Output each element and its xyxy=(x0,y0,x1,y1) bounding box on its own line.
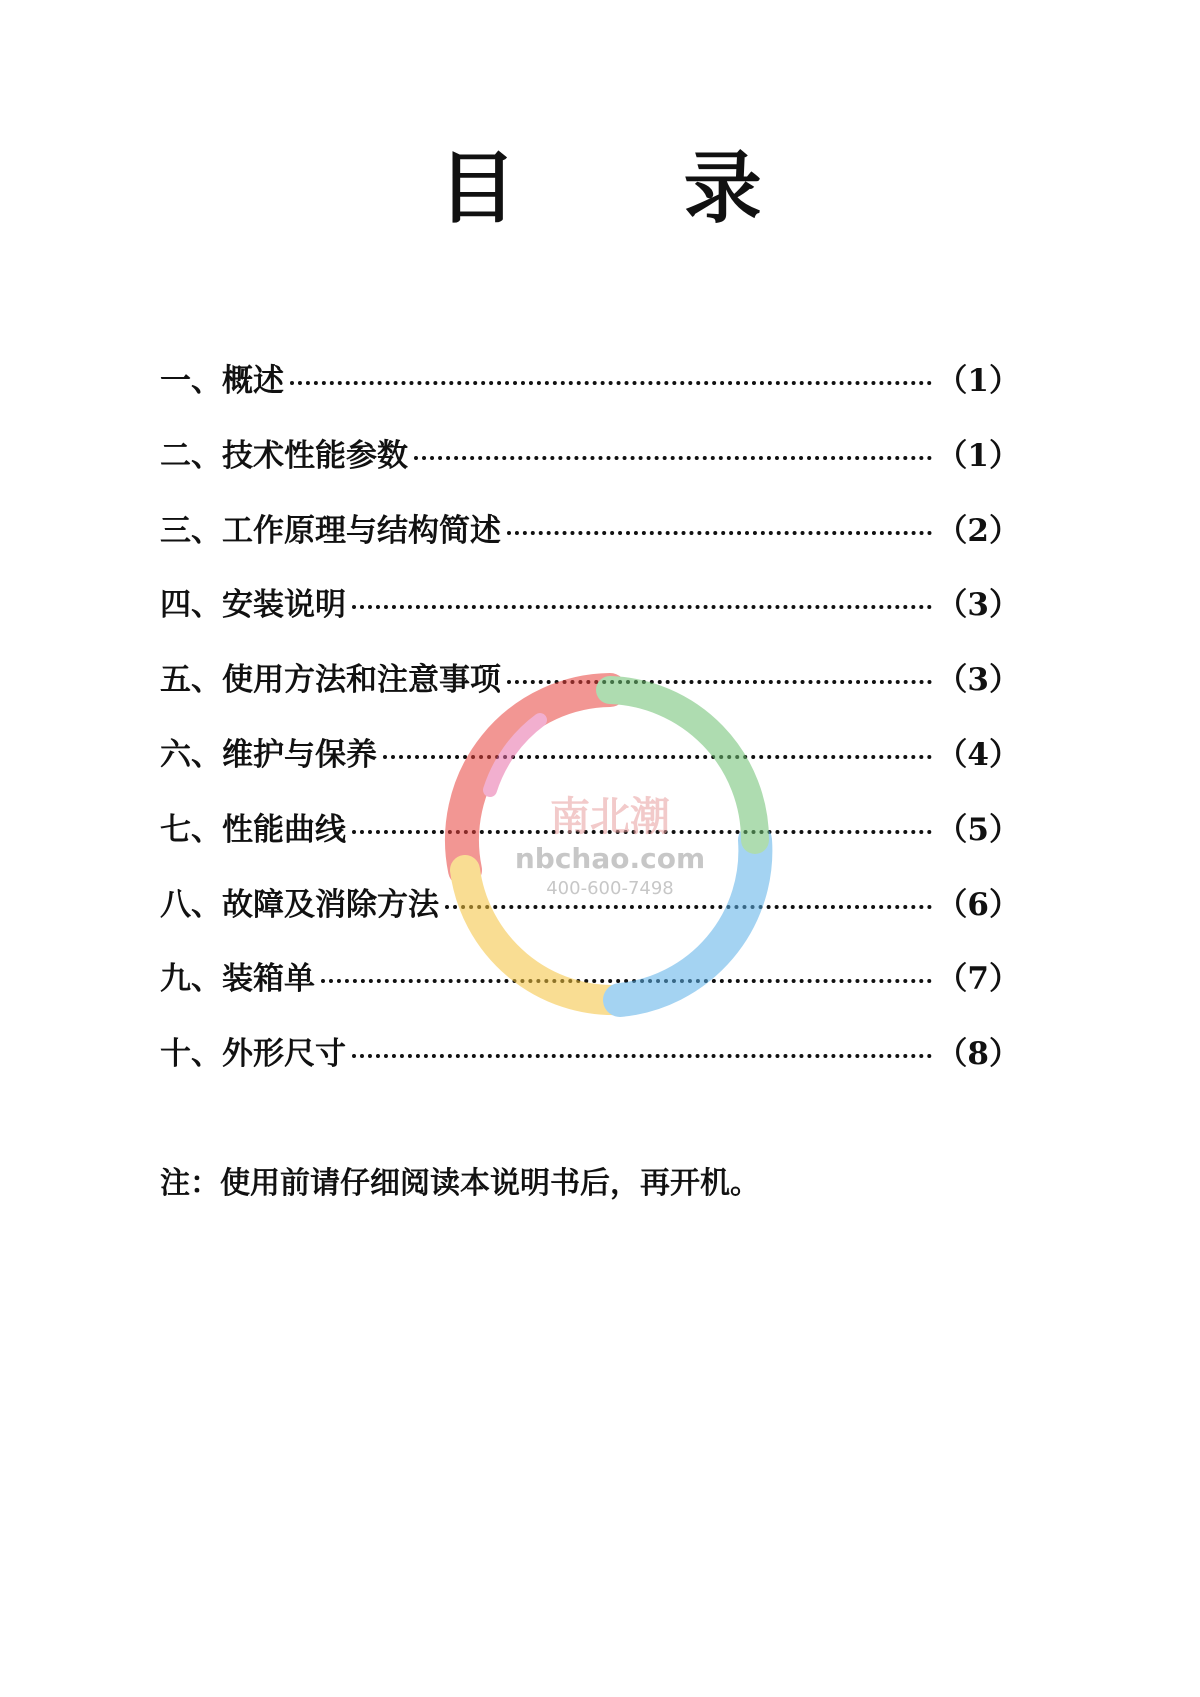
toc-dot-leader xyxy=(445,905,932,909)
toc-dot-leader xyxy=(507,680,932,684)
toc-entry-1 xyxy=(160,355,1020,430)
toc-entry-label: 十、外形尺寸 xyxy=(160,1036,346,1073)
table-of-contents xyxy=(160,355,1020,1103)
toc-entry-9 xyxy=(160,953,1020,1028)
toc-entry-label: 二、技术性能参数 xyxy=(160,437,408,474)
toc-dot-leader xyxy=(352,605,932,609)
toc-entry-label: 四、安装说明 xyxy=(160,587,346,624)
toc-entry-label: 五、使用方法和注意事项 xyxy=(160,662,501,699)
toc-entry-page: （3） xyxy=(936,662,1020,699)
toc-dot-leader xyxy=(507,531,932,535)
toc-entry-label: 一、概述 xyxy=(160,363,284,399)
usage-note: 注：使用前请仔细阅读本说明书后，再开机。 xyxy=(160,1166,760,1201)
toc-entry-label: 七、性能曲线 xyxy=(160,811,346,848)
toc-entry-page: （6） xyxy=(936,886,1020,923)
toc-dot-leader xyxy=(352,830,932,834)
toc-entry-label: 九、装箱单 xyxy=(160,961,315,998)
toc-entry-4 xyxy=(160,579,1020,654)
toc-dot-leader xyxy=(321,979,932,983)
toc-entry-label: 六、维护与保养 xyxy=(160,736,377,773)
toc-entry-page: （1） xyxy=(936,363,1020,399)
toc-entry-label: 三、工作原理与结构简述 xyxy=(160,512,501,549)
toc-entry-page: （3） xyxy=(936,587,1020,624)
toc-dot-leader xyxy=(352,1054,932,1058)
page-title: 目 录 xyxy=(438,143,832,234)
toc-dot-leader xyxy=(383,755,932,759)
toc-entry-page: （1） xyxy=(936,437,1020,474)
toc-entry-page: （2） xyxy=(936,512,1020,549)
toc-entry-7 xyxy=(160,804,1020,879)
toc-entry-8 xyxy=(160,879,1020,954)
watermark-site: nbchao.com xyxy=(514,842,706,875)
watermark-phone: 400-600-7498 xyxy=(546,878,674,899)
toc-entry-page: （7） xyxy=(936,961,1020,998)
toc-entry-page: （5） xyxy=(936,811,1020,848)
toc-entry-2 xyxy=(160,430,1020,505)
toc-entry-6 xyxy=(160,729,1020,804)
toc-entry-page: （8） xyxy=(936,1036,1020,1073)
toc-entry-3 xyxy=(160,505,1020,580)
toc-dot-leader xyxy=(414,456,932,460)
toc-entry-label: 八、故障及消除方法 xyxy=(160,886,439,923)
toc-entry-5 xyxy=(160,654,1020,729)
watermark-brand: 南北潮 xyxy=(550,793,670,840)
toc-dot-leader xyxy=(290,381,932,385)
toc-entry-10 xyxy=(160,1028,1020,1103)
toc-entry-page: （4） xyxy=(936,736,1020,773)
